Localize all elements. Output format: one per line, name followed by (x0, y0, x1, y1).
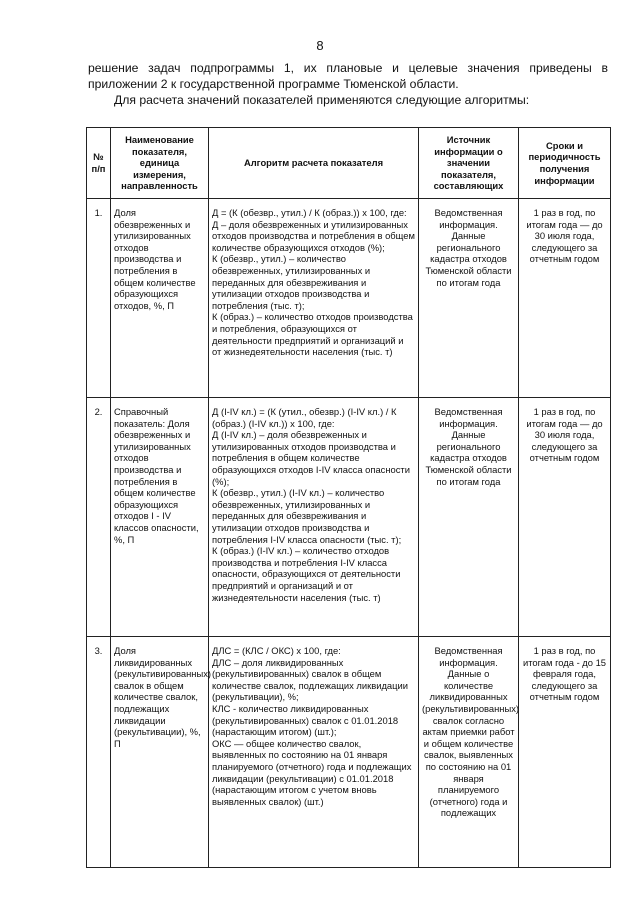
algorithm-line: ОКС — общее количество свалок, выявленных по состоянию на 01 января планируемого (отчетного) года и подлежащих ликвидации (рекультивации) с 01.01.2018 (нарастающим итогом с учетом вновь выявленных свалок) (шт.) (212, 737, 412, 807)
header-algorithm: Алгоритм расчета показателя (209, 128, 419, 199)
header-period: Сроки и периодичность получения информации (519, 128, 611, 199)
algorithm-line: Д = (К (обезвр., утил.) / К (образ.)) x 100, где: (212, 207, 407, 218)
intro-text (88, 60, 608, 108)
row-indicator-name: Доля обезвреженных и утилизированных отходов производства и потребления в общем количестве образующихся отходов, %, П (111, 199, 209, 398)
row-indicator-name: Доля ликвидированных (рекультивированных) свалок в общем количестве свалок, подлежащих ликвидации (рекультивации), %, П (111, 637, 209, 868)
algorithm-line: ДЛС – доля ликвидированных (рекультивированных) свалок в общем количестве свалок, подлежащих ликвидации (рекультивации), %; (212, 656, 408, 703)
row-num: 3. (87, 637, 111, 868)
row-num: 2. (87, 398, 111, 637)
table-row (87, 199, 611, 398)
algorithm-line: К (обезвр., утил.) (I-IV кл.) – количество обезвреженных, утилизированных и переданных для обезвреживания и утилизации отходов производства и потребления I-IV класса опасности (тыс. т); (212, 487, 402, 545)
row-source: Ведомственная информация. Данные о количестве ликвидированных (рекультивированных) свалок согласно актам приемки работ и общем количестве свалок, выявленных по состоянию на 01 января планируемого (отчетного) года и подлежащих (419, 637, 519, 868)
algorithm-line: ДЛС = (КЛС / ОКС) x 100, где: (212, 645, 341, 656)
row-period: 1 раз в год, по итогам года — до 30 июля года, следующего за отчетным годом (519, 398, 611, 637)
algorithm-line: Д (I-IV кл.) = (К (утил., обезвр.) (I-IV кл.) / К (образ.) (I-IV кл.)) x 100, где: (212, 406, 397, 429)
page-number: 8 (316, 38, 324, 53)
row-source: Ведомственная информация. Данные регионального кадастра отходов Тюменской области по итогам года (419, 199, 519, 398)
algorithm-line: Д (I-IV кл.) – доля обезвреженных и утилизированных отходов производства и потребления в общем количестве образующихся отходов I-IV класса опасности (%); (212, 429, 410, 487)
row-indicator-name: Справочный показатель: Доля обезвреженных и утилизированных отходов производства и потребления в общем количестве образующихся отходов I - IV классов опасности, %, П (111, 398, 209, 637)
algorithm-line: КЛС - количество ликвидированных (рекультивированных) свалок с 01.01.2018 (нарастающим итогом) (шт.); (212, 702, 399, 738)
table-header-row (87, 128, 611, 199)
intro-paragraph-1: решение задач подпрограммы 1, их плановые и целевые значения приведены в приложении 2 к государственной программе Тюменской области. (88, 61, 608, 91)
indicators-table (86, 127, 611, 868)
row-period: 1 раз в год, по итогам года - до 15 февраля года, следующего за отчетным годом (519, 637, 611, 868)
algorithm-line: К (образ.) (I-IV кл.) – количество отходов производства и потребления I-IV класса опасности, образующихся от деятельности предприятий и организаций и от жизнедеятельности населения (тыс. т) (212, 545, 401, 603)
algorithm-line: К (образ.) – количество отходов производства и потребления, образующихся от деятельности предприятий и организаций и от жизнедеятельности населения (тыс. т) (212, 311, 413, 358)
row-algorithm (209, 637, 419, 868)
row-num: 1. (87, 199, 111, 398)
algorithm-line: Д – доля обезвреженных и утилизированных отходов производства и потребления в общем количестве образующихся отходов (%); (212, 218, 415, 253)
intro-paragraph-2: Для расчета значений показателей применяются следующие алгоритмы: (114, 93, 530, 107)
row-period: 1 раз в год, по итогам года — до 30 июля года, следующего за отчетным годом (519, 199, 611, 398)
row-algorithm (209, 398, 419, 637)
header-num: № п/п (87, 128, 111, 199)
header-name: Наименование показателя, единица измерения, направленность (111, 128, 209, 199)
algorithm-line: К (обезвр., утил.) – количество обезвреженных, утилизированных и переданных для обезвреживания и утилизации отходов производства и потребления (тыс. т); (212, 253, 371, 311)
table-row (87, 398, 611, 637)
row-algorithm (209, 199, 419, 398)
header-source: Источник информации о значении показателя, составляющих (419, 128, 519, 199)
row-source: Ведомственная информация. Данные регионального кадастра отходов Тюменской области по итогам года (419, 398, 519, 637)
table-row (87, 637, 611, 868)
